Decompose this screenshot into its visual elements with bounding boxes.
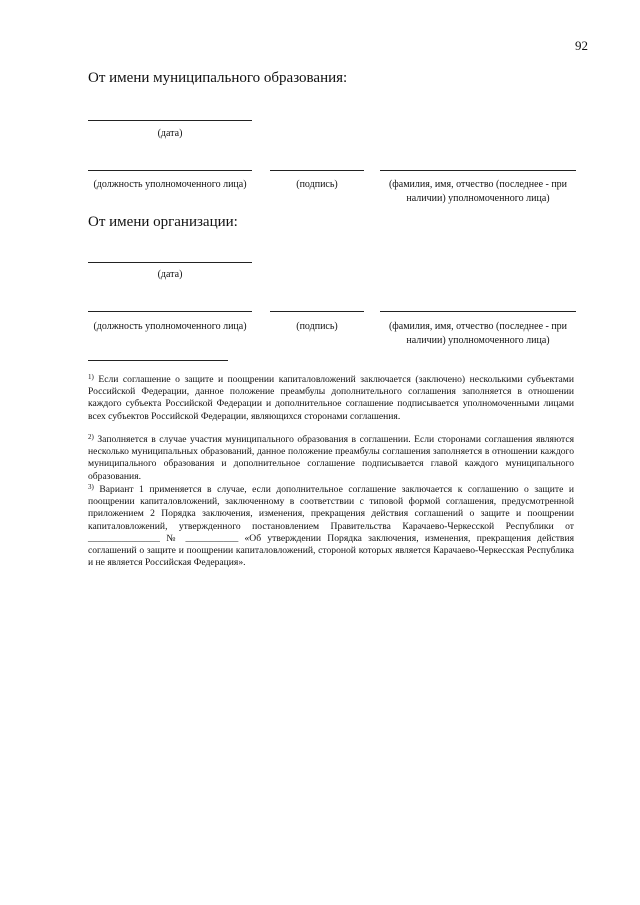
signature-line-municipal bbox=[270, 170, 364, 171]
page-number: 92 bbox=[575, 38, 588, 53]
position-line-organization bbox=[88, 311, 252, 312]
date-line-organization bbox=[88, 262, 252, 263]
footnote-text: Заполняется в случае участия муниципального образования в соглашении. Если сторонами соглашения являются несколько муниципальных образований, данное положение преамбулы соглашения заполняется в отношении каждого муниципального образования и дополнительное соглашение подписывается главой каждого муниципального образования. bbox=[88, 434, 574, 482]
footnote-mark: 2) bbox=[88, 433, 94, 441]
footnote-text: Вариант 1 применяется в случае, если дополнительное соглашение заключается к соглашению о защите и поощрении капиталовложений, заключенному в соответствии с типовой формой соглашения, предусмотренной приложением 2 Порядка заключения, изменения, прекращения действия соглашений о защите и поощрении капиталовложений, утвержденного постановлением Правительства Карачаево-Черкесской Республики от _______________ № ___________ «Об утверждении Порядка заключения, изменения, прекращения действия соглашений о защите и поощрении капиталовложений, стороной которых является Карачаево-Черкесская Республика и не является Российская Федерация». bbox=[88, 484, 574, 569]
date-caption-organization: (дата) bbox=[157, 269, 183, 280]
section-title-municipal: От имени муниципального образования: bbox=[88, 70, 348, 86]
footnote-separator bbox=[88, 360, 228, 361]
footnote-1 bbox=[88, 374, 574, 423]
name-line-organization bbox=[380, 311, 576, 312]
date-caption-municipal: (дата) bbox=[157, 128, 183, 139]
section-title-organization: От имени организации: bbox=[88, 214, 238, 230]
signature-caption-organization: (подпись) bbox=[296, 321, 338, 332]
footnote-mark: 3) bbox=[88, 483, 94, 491]
name-line-municipal bbox=[380, 170, 576, 171]
footnote-3 bbox=[88, 484, 574, 569]
signature-line-organization bbox=[270, 311, 364, 312]
footnote-mark: 1) bbox=[88, 373, 94, 381]
signature-caption-municipal: (подпись) bbox=[296, 179, 338, 190]
position-caption-municipal: (должность уполномоченного лица) bbox=[93, 179, 247, 190]
name-caption-municipal: (фамилия, имя, отчество (последнее - при наличии) уполномоченного лица) bbox=[388, 179, 568, 204]
name-caption-organization: (фамилия, имя, отчество (последнее - при наличии) уполномоченного лица) bbox=[388, 321, 568, 346]
position-line-municipal bbox=[88, 170, 252, 171]
footnote-text: Если соглашение о защите и поощрении капиталовложений заключается (заключено) несколькими субъектами Российской Федерации, данное положение преамбулы дополнительного соглашения заполняется в отношении каждого субъекта Российской Федерации и дополнительное соглашение подписывается уполномоченными лицами всех субъектов Российской Федерации, являющихся сторонами соглашения. bbox=[88, 374, 574, 422]
position-caption-organization: (должность уполномоченного лица) bbox=[93, 321, 247, 332]
date-line-municipal bbox=[88, 120, 252, 121]
footnote-2 bbox=[88, 434, 574, 483]
